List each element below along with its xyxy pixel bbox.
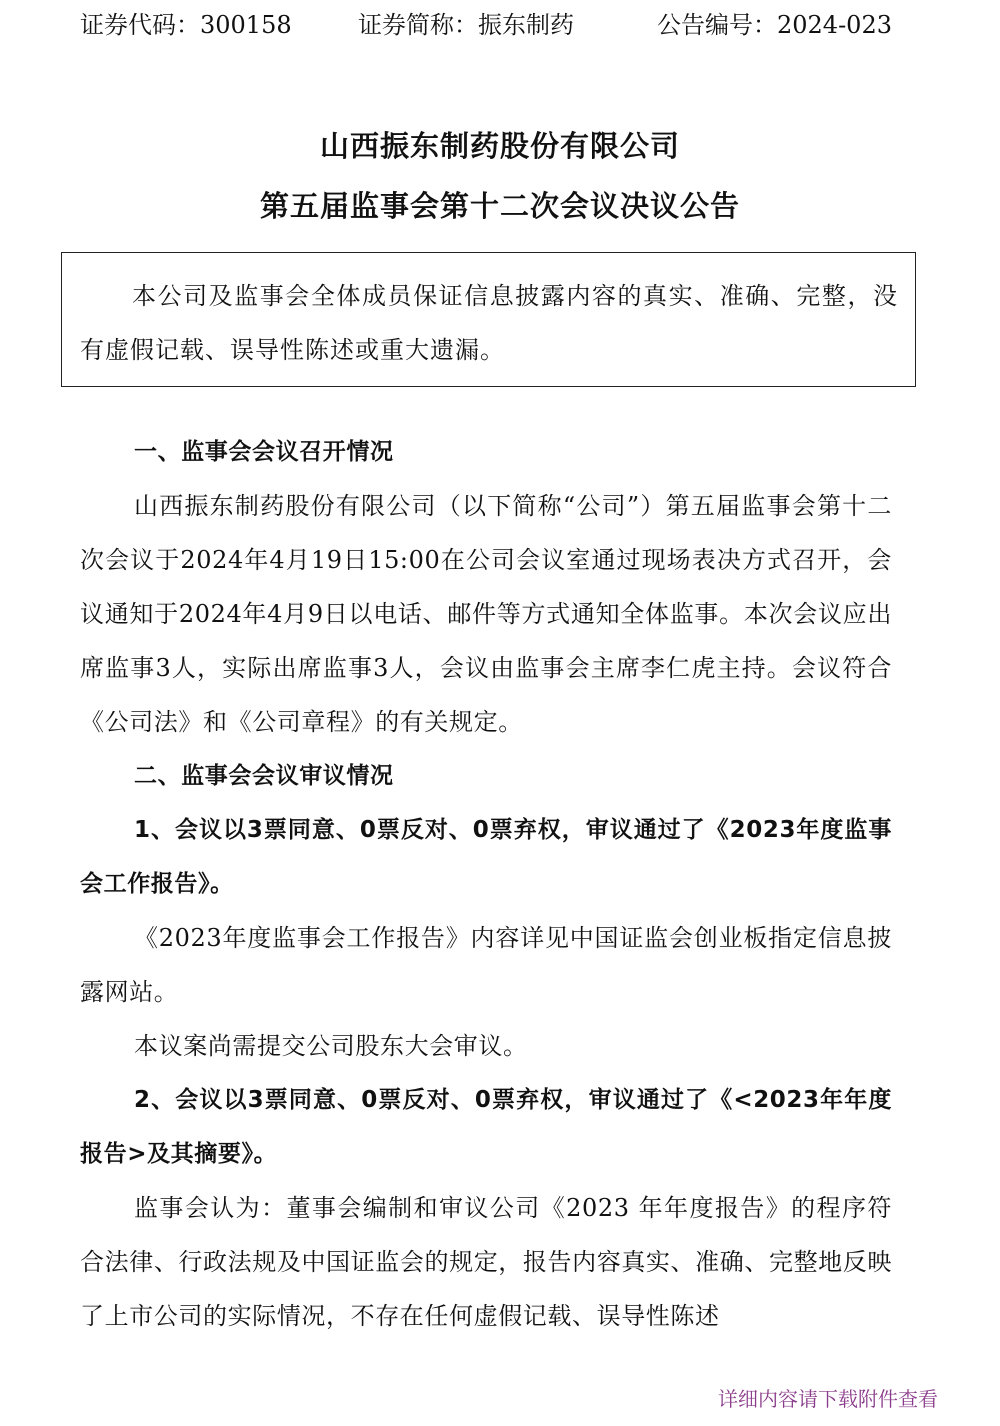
resolution-1-note: 本议案尚需提交公司股东大会审议。 xyxy=(134,1032,528,1060)
section-2-heading: 二、监事会会议审议情况 xyxy=(134,763,394,789)
resolution-2-paragraph: 监事会认为：董事会编制和审议公司《2023 年年度报告》的程序符合法律、行政法规及中国证监会的规定，报告内容真实、准确、完整地反映了上市公司的实际情况，不存在任何虚假记载、误导性陈述 xyxy=(80,1194,892,1330)
section-1-body: 山西振东制药股份有限公司（以下简称“公司”）第五届监事会第十二次会议于2024年4月19日15:00在公司会议室通过现场表决方式召开，会议通知于2024年4月9日以电话、邮件等方式通知全体监事。本次会议应出席监事3人，实际出席监事3人，会议由监事会主席李仁虎主持。会议符合《公司法》和《公司章程》的有关规定。 xyxy=(80,492,892,736)
document-header xyxy=(80,8,900,42)
disclosure-notice-box xyxy=(61,252,916,387)
company-title: 山西振东制药股份有限公司 xyxy=(319,129,680,163)
document-body xyxy=(80,425,892,1343)
section-1-heading: 一、监事会会议召开情况 xyxy=(134,439,394,465)
resolution-2-heading: 2、会议以3票同意、0票反对、0票弃权，审议通过了《<2023年年度报告>及其摘要》。 xyxy=(80,1087,892,1167)
resolution-1-heading: 1、会议以3票同意、0票反对、0票弃权，审议通过了《2023年度监事会工作报告》。 xyxy=(80,817,892,897)
disclosure-notice-text: 本公司及监事会全体成员保证信息披露内容的真实、准确、完整，没有虚假记载、误导性陈述或重大遗漏。 xyxy=(80,282,898,364)
announcement-number: 公告编号：2024-023 xyxy=(657,11,892,39)
stock-code: 证券代码：300158 xyxy=(80,11,292,39)
resolution-1-paragraph: 《2023年度监事会工作报告》内容详见中国证监会创业板指定信息披露网站。 xyxy=(80,924,892,1006)
document-title: 第五届监事会第十二次会议决议公告 xyxy=(259,189,740,223)
download-attachment-link[interactable]: 详细内容请下载附件查看 xyxy=(718,1387,938,1411)
stock-short-name: 证券简称：振东制药 xyxy=(358,11,574,39)
